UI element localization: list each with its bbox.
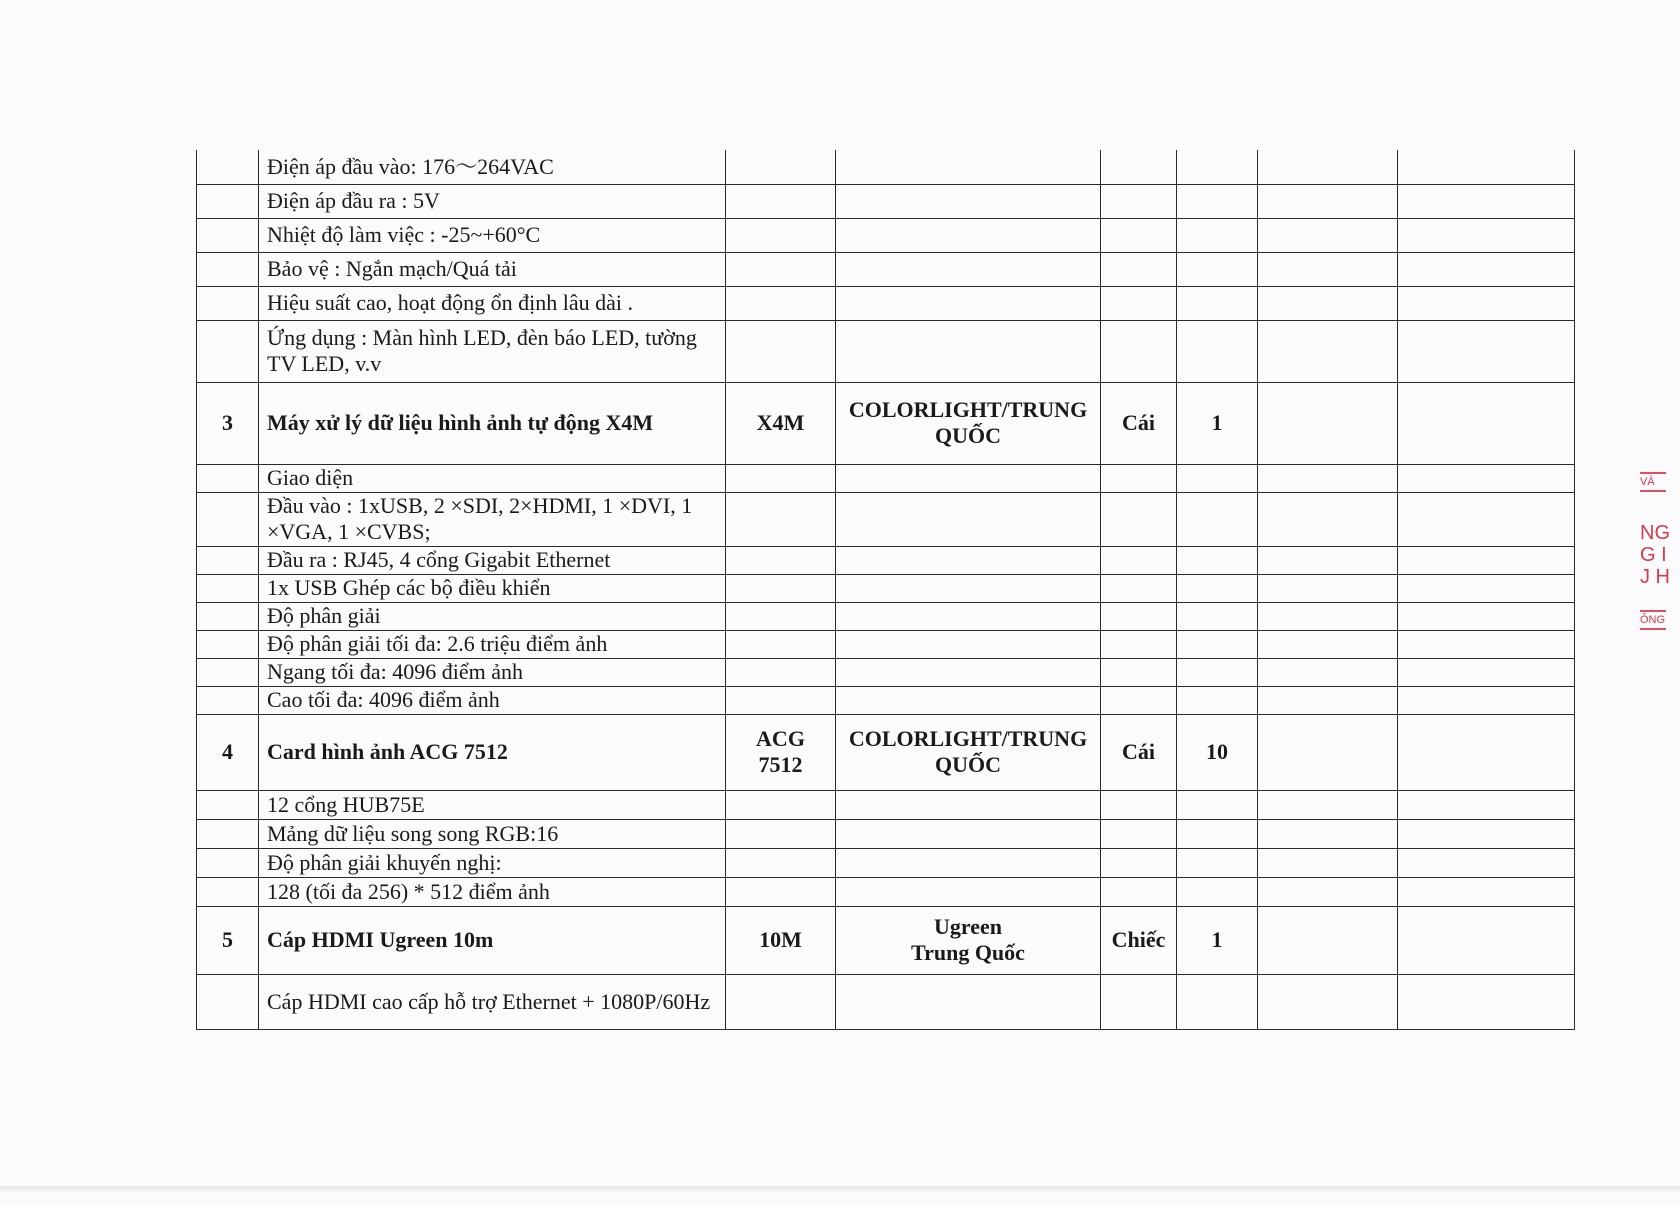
spec-row (197, 184, 1575, 218)
quantity-cell (1177, 546, 1258, 574)
quantity-cell-text: 1 (1211, 927, 1223, 952)
unit-cell (1101, 150, 1177, 184)
spec-row (197, 848, 1575, 877)
quantity-cell (1177, 602, 1258, 630)
origin-cell (836, 877, 1101, 906)
blank-cell (1398, 602, 1575, 630)
item-number-cell-text: 4 (222, 739, 233, 764)
quantity-cell (1177, 686, 1258, 714)
description-cell (259, 286, 726, 320)
spec-row (197, 790, 1575, 819)
blank-cell (1398, 630, 1575, 658)
item-number-cell (197, 382, 259, 464)
model-cell-text: 10M (759, 927, 802, 952)
quantity-cell (1177, 150, 1258, 184)
item-number-cell (197, 252, 259, 286)
model-cell (726, 382, 836, 464)
quantity-cell (1177, 184, 1258, 218)
description-cell (259, 602, 726, 630)
description-cell (259, 320, 726, 382)
description-cell-text: Độ phân giải (267, 603, 381, 628)
unit-cell (1101, 546, 1177, 574)
blank-cell (1398, 382, 1575, 464)
stamp-text-1: VÀ (1640, 476, 1655, 488)
model-cell (726, 252, 836, 286)
description-cell-text: Hiệu suất cao, hoạt động ổn định lâu dài . (267, 290, 633, 315)
quantity-cell (1177, 877, 1258, 906)
stamp-text-5: ÔNG (1640, 614, 1666, 626)
blank-cell (1398, 877, 1575, 906)
unit-cell (1101, 252, 1177, 286)
quantity-cell (1177, 630, 1258, 658)
model-cell-text: ACG 7512 (756, 726, 805, 777)
item-number-cell (197, 906, 259, 974)
model-cell (726, 714, 836, 790)
quantity-cell (1177, 382, 1258, 464)
unit-cell (1101, 974, 1177, 1029)
spec-row (197, 320, 1575, 382)
blank-cell (1258, 790, 1398, 819)
item-number-cell (197, 320, 259, 382)
item-row (197, 714, 1575, 790)
description-cell-text: Card hình ảnh ACG 7512 (267, 739, 508, 764)
blank-cell (1258, 574, 1398, 602)
origin-cell (836, 790, 1101, 819)
blank-cell (1258, 686, 1398, 714)
description-cell (259, 848, 726, 877)
description-cell (259, 819, 726, 848)
equipment-spec-table (196, 150, 1575, 1030)
origin-cell (836, 286, 1101, 320)
quantity-cell (1177, 906, 1258, 974)
unit-cell (1101, 790, 1177, 819)
model-cell (726, 150, 836, 184)
unit-cell (1101, 574, 1177, 602)
description-cell-text: Cáp HDMI cao cấp hỗ trợ Ethernet + 1080P/60Hz (267, 988, 711, 1014)
model-cell (726, 906, 836, 974)
unit-cell (1101, 819, 1177, 848)
stamp-bar (1640, 628, 1666, 630)
unit-cell (1101, 184, 1177, 218)
item-number-cell (197, 602, 259, 630)
description-cell (259, 252, 726, 286)
description-cell (259, 546, 726, 574)
quantity-cell (1177, 286, 1258, 320)
description-cell (259, 630, 726, 658)
item-number-cell (197, 790, 259, 819)
origin-cell (836, 848, 1101, 877)
description-cell-text: Độ phân giải tối đa: 2.6 triệu điểm ảnh (267, 631, 608, 656)
page-bottom-edge (0, 1186, 1680, 1192)
blank-cell (1258, 602, 1398, 630)
item-number-cell (197, 819, 259, 848)
item-row (197, 382, 1575, 464)
spec-row (197, 602, 1575, 630)
quantity-cell (1177, 218, 1258, 252)
origin-cell (836, 974, 1101, 1029)
quantity-cell-text: 1 (1211, 410, 1223, 435)
origin-cell (836, 906, 1101, 974)
description-cell-text: Điện áp đầu vào: 176〜264VAC (267, 153, 554, 179)
item-number-cell (197, 974, 259, 1029)
description-cell-text: Ngang tối đa: 4096 điểm ảnh (267, 659, 524, 684)
blank-cell (1398, 658, 1575, 686)
spec-row (197, 630, 1575, 658)
spec-row (197, 286, 1575, 320)
description-cell (259, 686, 726, 714)
blank-cell (1398, 546, 1575, 574)
model-cell (726, 974, 836, 1029)
blank-cell (1398, 492, 1575, 546)
spec-row (197, 574, 1575, 602)
description-cell-text: Máy xử lý dữ liệu hình ảnh tự động X4M (267, 410, 654, 435)
blank-cell (1398, 252, 1575, 286)
origin-cell-text: Ugreen Trung Quốc (911, 914, 1025, 965)
item-row (197, 906, 1575, 974)
description-cell-text: Đầu ra : RJ45, 4 cổng Gigabit Ethernet (267, 547, 611, 572)
model-cell (726, 819, 836, 848)
model-cell (726, 602, 836, 630)
quantity-cell (1177, 790, 1258, 819)
item-number-cell (197, 218, 259, 252)
description-cell (259, 974, 726, 1029)
blank-cell (1258, 714, 1398, 790)
blank-cell (1398, 320, 1575, 382)
model-cell (726, 546, 836, 574)
unit-cell-text: Chiếc (1111, 927, 1166, 952)
description-cell (259, 492, 726, 546)
spec-row (197, 546, 1575, 574)
unit-cell (1101, 320, 1177, 382)
origin-cell-text: COLORLIGHT/TRUNG QUỐC (848, 726, 1088, 777)
stamp-bar (1640, 610, 1666, 612)
blank-cell (1398, 848, 1575, 877)
quantity-cell (1177, 819, 1258, 848)
origin-cell (836, 218, 1101, 252)
spec-row (197, 974, 1575, 1029)
item-number-cell (197, 464, 259, 492)
model-cell-text: X4M (756, 410, 805, 435)
origin-cell (836, 714, 1101, 790)
blank-cell (1258, 877, 1398, 906)
description-cell (259, 464, 726, 492)
blank-cell (1258, 320, 1398, 382)
origin-cell (836, 464, 1101, 492)
blank-cell (1258, 150, 1398, 184)
blank-cell (1398, 906, 1575, 974)
blank-cell (1258, 492, 1398, 546)
blank-cell (1258, 464, 1398, 492)
description-cell (259, 184, 726, 218)
item-number-cell (197, 658, 259, 686)
description-cell-text: 128 (tối đa 256) * 512 điểm ảnh (267, 878, 550, 904)
model-cell (726, 658, 836, 686)
item-number-cell-text: 5 (222, 927, 233, 952)
origin-cell (836, 686, 1101, 714)
red-stamp-fragment (1640, 470, 1680, 690)
stamp-bar (1640, 490, 1666, 492)
item-number-cell (197, 286, 259, 320)
blank-cell (1258, 252, 1398, 286)
description-cell-text: Đầu vào : 1xUSB, 2 ×SDI, 2×HDMI, 1 ×DVI, 1 ×VGA, 1 ×CVBS; (267, 493, 693, 544)
description-cell-text: Ứng dụng : Màn hình LED, đèn báo LED, tường TV LED, v.v (267, 325, 697, 376)
blank-cell (1398, 714, 1575, 790)
model-cell (726, 848, 836, 877)
spec-row (197, 464, 1575, 492)
stamp-bar (1640, 472, 1666, 474)
description-cell-text: 1x USB Ghép các bộ điều khiển (267, 575, 551, 600)
blank-cell (1398, 464, 1575, 492)
description-cell-text: Mảng dữ liệu song song RGB:16 (267, 820, 559, 846)
description-cell-text: Bảo vệ : Ngắn mạch/Quá tải (267, 256, 517, 281)
blank-cell (1398, 574, 1575, 602)
blank-cell (1258, 906, 1398, 974)
unit-cell (1101, 714, 1177, 790)
description-cell (259, 658, 726, 686)
model-cell (726, 218, 836, 252)
blank-cell (1258, 658, 1398, 686)
unit-cell (1101, 218, 1177, 252)
unit-cell (1101, 630, 1177, 658)
origin-cell (836, 574, 1101, 602)
quantity-cell (1177, 464, 1258, 492)
item-number-cell-text: 3 (222, 410, 233, 435)
spec-row (197, 252, 1575, 286)
origin-cell (836, 184, 1101, 218)
origin-cell (836, 492, 1101, 546)
spec-row (197, 819, 1575, 848)
blank-cell (1398, 790, 1575, 819)
blank-cell (1258, 382, 1398, 464)
model-cell (726, 574, 836, 602)
blank-cell (1398, 150, 1575, 184)
quantity-cell (1177, 252, 1258, 286)
origin-cell (836, 382, 1101, 464)
origin-cell-text: COLORLIGHT/TRUNG QUỐC (848, 397, 1088, 448)
unit-cell-text: Cái (1122, 410, 1155, 435)
unit-cell (1101, 848, 1177, 877)
quantity-cell (1177, 974, 1258, 1029)
description-cell-text: Nhiệt độ làm việc : -25~+60°C (267, 222, 541, 247)
blank-cell (1258, 218, 1398, 252)
model-cell (726, 630, 836, 658)
spec-row (197, 686, 1575, 714)
model-cell (726, 790, 836, 819)
origin-cell (836, 546, 1101, 574)
quantity-cell (1177, 574, 1258, 602)
item-number-cell (197, 492, 259, 546)
description-cell (259, 790, 726, 819)
description-cell (259, 150, 726, 184)
description-cell (259, 574, 726, 602)
model-cell (726, 877, 836, 906)
blank-cell (1398, 686, 1575, 714)
description-cell-text: Độ phân giải khuyến nghị: (267, 849, 502, 875)
blank-cell (1258, 848, 1398, 877)
description-cell (259, 218, 726, 252)
quantity-cell (1177, 714, 1258, 790)
blank-cell (1398, 819, 1575, 848)
item-number-cell (197, 184, 259, 218)
unit-cell (1101, 686, 1177, 714)
spec-row (197, 877, 1575, 906)
description-cell (259, 877, 726, 906)
blank-cell (1398, 286, 1575, 320)
blank-cell (1398, 218, 1575, 252)
spec-row (197, 658, 1575, 686)
origin-cell (836, 150, 1101, 184)
model-cell (726, 184, 836, 218)
item-number-cell (197, 574, 259, 602)
description-cell (259, 382, 726, 464)
quantity-cell (1177, 320, 1258, 382)
item-number-cell (197, 686, 259, 714)
model-cell (726, 686, 836, 714)
spec-table-body (197, 150, 1575, 1029)
description-cell-text: 12 cổng HUB75E (267, 791, 425, 817)
unit-cell (1101, 286, 1177, 320)
stamp-text-2: NG (1640, 522, 1670, 544)
origin-cell (836, 819, 1101, 848)
blank-cell (1258, 184, 1398, 218)
model-cell (726, 464, 836, 492)
blank-cell (1398, 184, 1575, 218)
quantity-cell (1177, 848, 1258, 877)
unit-cell (1101, 906, 1177, 974)
unit-cell (1101, 382, 1177, 464)
blank-cell (1398, 974, 1575, 1029)
unit-cell (1101, 658, 1177, 686)
description-cell-text: Cáp HDMI Ugreen 10m (267, 927, 494, 952)
stamp-text-4: J H (1640, 566, 1670, 588)
quantity-cell (1177, 492, 1258, 546)
unit-cell (1101, 602, 1177, 630)
blank-cell (1258, 546, 1398, 574)
origin-cell (836, 630, 1101, 658)
blank-cell (1258, 630, 1398, 658)
unit-cell-text: Cái (1122, 739, 1155, 764)
spec-row (197, 492, 1575, 546)
item-number-cell (197, 714, 259, 790)
description-cell-text: Giao diện (267, 465, 354, 490)
description-cell-text: Cao tối đa: 4096 điểm ảnh (267, 687, 500, 712)
origin-cell (836, 658, 1101, 686)
description-cell (259, 714, 726, 790)
item-number-cell (197, 877, 259, 906)
unit-cell (1101, 877, 1177, 906)
model-cell (726, 286, 836, 320)
unit-cell (1101, 492, 1177, 546)
description-cell-text: Điện áp đầu ra : 5V (267, 188, 440, 213)
origin-cell (836, 602, 1101, 630)
origin-cell (836, 252, 1101, 286)
unit-cell (1101, 464, 1177, 492)
spec-row (197, 218, 1575, 252)
model-cell (726, 492, 836, 546)
quantity-cell (1177, 658, 1258, 686)
model-cell (726, 320, 836, 382)
item-number-cell (197, 546, 259, 574)
quantity-cell-text: 10 (1206, 739, 1228, 764)
item-number-cell (197, 848, 259, 877)
spec-row (197, 150, 1575, 184)
blank-cell (1258, 974, 1398, 1029)
description-cell (259, 906, 726, 974)
stamp-text-3: G I (1640, 544, 1667, 566)
origin-cell (836, 320, 1101, 382)
blank-cell (1258, 286, 1398, 320)
item-number-cell (197, 630, 259, 658)
item-number-cell (197, 150, 259, 184)
blank-cell (1258, 819, 1398, 848)
